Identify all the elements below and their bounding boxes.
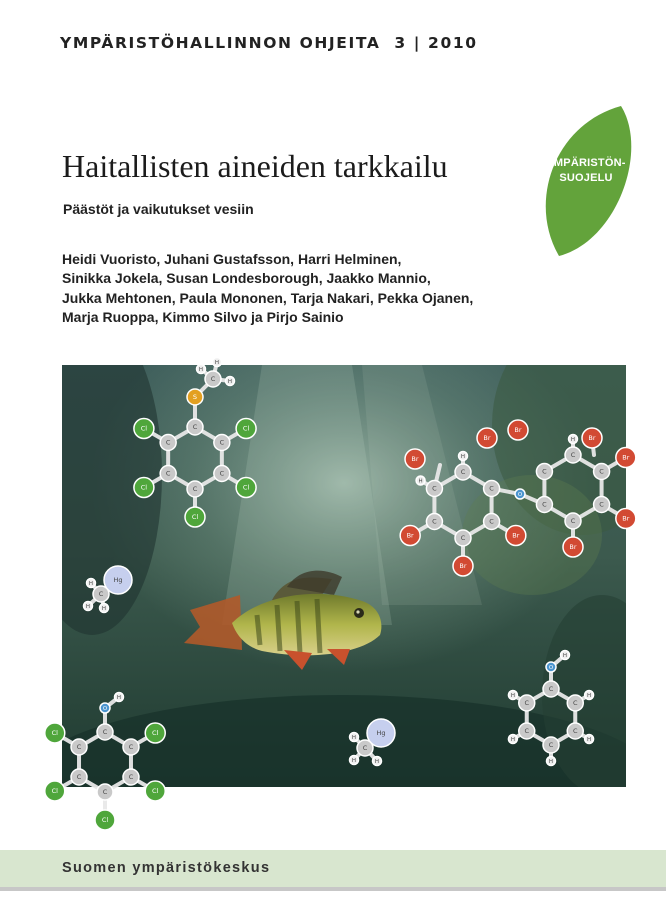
carbon-atom bbox=[536, 464, 552, 480]
carbon-atom bbox=[484, 481, 500, 497]
hydrogen-atom bbox=[100, 604, 109, 613]
hydrogen-atom bbox=[459, 452, 468, 461]
svg-text:H: H bbox=[418, 478, 423, 485]
svg-text:Cl: Cl bbox=[152, 729, 159, 738]
carbon-atom bbox=[97, 724, 113, 740]
svg-text:H: H bbox=[351, 735, 357, 742]
carbon-atom bbox=[160, 466, 176, 482]
svg-text:C: C bbox=[524, 699, 530, 708]
svg-text:H: H bbox=[510, 693, 515, 700]
hydrogen-atom bbox=[508, 735, 517, 744]
svg-text:H: H bbox=[562, 653, 568, 660]
svg-text:H: H bbox=[548, 759, 554, 766]
svg-text:Br: Br bbox=[622, 514, 630, 523]
svg-text:Cl: Cl bbox=[191, 513, 199, 522]
carbon-atom bbox=[455, 464, 471, 480]
svg-text:Cl: Cl bbox=[140, 424, 148, 433]
svg-text:C: C bbox=[362, 744, 368, 753]
svg-text:C: C bbox=[570, 517, 576, 526]
hydrogen-atom bbox=[585, 691, 594, 700]
footer-divider bbox=[0, 887, 666, 891]
svg-text:C: C bbox=[489, 484, 494, 493]
svg-text:C: C bbox=[599, 467, 604, 476]
svg-text:C: C bbox=[165, 469, 171, 478]
svg-text:H: H bbox=[101, 606, 107, 613]
bromine-atom bbox=[616, 448, 636, 468]
svg-text:Cl: Cl bbox=[152, 787, 159, 796]
carbon-atom bbox=[594, 497, 610, 513]
svg-text:C: C bbox=[76, 773, 82, 782]
svg-text:Br: Br bbox=[459, 562, 467, 571]
carbon-atom bbox=[519, 723, 535, 739]
svg-text:C: C bbox=[572, 699, 578, 708]
carbon-atom bbox=[567, 695, 583, 711]
svg-text:C: C bbox=[432, 484, 437, 493]
carbon-atom bbox=[594, 464, 610, 480]
svg-text:C: C bbox=[102, 788, 108, 797]
hydrogen-atom bbox=[373, 757, 382, 766]
oxygen-atom bbox=[100, 703, 110, 713]
svg-text:C: C bbox=[432, 517, 437, 526]
svg-text:C: C bbox=[192, 423, 198, 432]
svg-text:C: C bbox=[460, 468, 466, 477]
svg-text:C: C bbox=[98, 590, 104, 599]
svg-text:Cl: Cl bbox=[242, 424, 250, 433]
svg-text:H: H bbox=[587, 693, 592, 700]
bromine-atom bbox=[400, 526, 420, 546]
svg-text:O: O bbox=[102, 706, 108, 713]
svg-text:Cl: Cl bbox=[51, 787, 58, 796]
svg-text:H: H bbox=[214, 360, 220, 367]
hydrogen-atom bbox=[87, 579, 96, 588]
svg-text:H: H bbox=[88, 581, 94, 588]
svg-text:C: C bbox=[542, 500, 547, 509]
carbon-atom bbox=[93, 586, 109, 602]
carbon-atom bbox=[97, 784, 113, 800]
bromine-atom bbox=[453, 556, 473, 576]
svg-text:Br: Br bbox=[622, 453, 630, 462]
svg-text:Br: Br bbox=[483, 434, 491, 443]
svg-text:C: C bbox=[128, 773, 134, 782]
svg-text:H: H bbox=[510, 737, 515, 744]
chlorine-atom bbox=[145, 723, 165, 743]
svg-text:H: H bbox=[460, 454, 466, 461]
bromine-atom bbox=[563, 537, 583, 557]
svg-text:Br: Br bbox=[512, 531, 520, 540]
svg-text:Cl: Cl bbox=[101, 816, 109, 825]
author-line: Sinikka Jokela, Susan Londesborough, Jaakko Mannio, bbox=[62, 270, 431, 287]
carbon-atom bbox=[536, 497, 552, 513]
carbon-atom bbox=[71, 769, 87, 785]
svg-text:Hg: Hg bbox=[113, 576, 123, 585]
svg-text:Br: Br bbox=[588, 434, 596, 443]
svg-text:H: H bbox=[85, 604, 91, 611]
chlorine-atom bbox=[145, 781, 165, 801]
svg-text:H: H bbox=[351, 758, 357, 765]
hydrogen-atom bbox=[350, 756, 359, 765]
hydrogen-atom bbox=[585, 735, 594, 744]
badge-line-2: SUOJELU bbox=[559, 172, 613, 184]
carbon-atom bbox=[160, 435, 176, 451]
svg-text:C: C bbox=[548, 741, 554, 750]
series-number: 3 | 2010 bbox=[394, 34, 478, 52]
carbon-atom bbox=[565, 513, 581, 529]
carbon-atom bbox=[71, 739, 87, 755]
bromine-atom bbox=[477, 428, 497, 448]
hydrogen-atom bbox=[547, 757, 556, 766]
chlorine-atom bbox=[45, 781, 65, 801]
oxygen-atom bbox=[515, 489, 525, 499]
svg-text:H: H bbox=[198, 367, 204, 374]
carbon-atom bbox=[205, 371, 221, 387]
carbon-atom bbox=[455, 530, 471, 546]
svg-text:C: C bbox=[219, 438, 225, 447]
hydrogen-atom bbox=[569, 435, 578, 444]
hydrogen-atom bbox=[508, 691, 517, 700]
svg-text:C: C bbox=[192, 485, 198, 494]
svg-text:Br: Br bbox=[406, 531, 414, 540]
carbon-atom bbox=[519, 695, 535, 711]
carbon-atom bbox=[123, 739, 139, 755]
svg-text:C: C bbox=[524, 727, 530, 736]
svg-text:H: H bbox=[587, 737, 592, 744]
svg-text:C: C bbox=[128, 743, 134, 752]
carbon-atom bbox=[187, 481, 203, 497]
carbon-atom bbox=[426, 481, 442, 497]
svg-text:Cl: Cl bbox=[140, 483, 148, 492]
hydrogen-atom bbox=[84, 602, 93, 611]
carbon-atom bbox=[123, 769, 139, 785]
svg-text:C: C bbox=[219, 469, 225, 478]
carbon-atom bbox=[214, 466, 230, 482]
author-line: Marja Ruoppa, Kimmo Silvo ja Pirjo Sainio bbox=[62, 308, 344, 325]
svg-text:S: S bbox=[192, 393, 198, 402]
svg-text:Cl: Cl bbox=[51, 729, 58, 738]
chlorine-atom bbox=[236, 419, 256, 439]
bromine-atom bbox=[405, 449, 425, 469]
svg-text:O: O bbox=[548, 665, 554, 672]
bromine-atom bbox=[506, 526, 526, 546]
carbon-atom bbox=[484, 514, 500, 530]
chlorine-atom bbox=[236, 478, 256, 498]
svg-text:H: H bbox=[227, 379, 233, 386]
chlorine-atom bbox=[134, 478, 154, 498]
svg-text:C: C bbox=[165, 438, 171, 447]
carbon-atom bbox=[187, 419, 203, 435]
svg-text:C: C bbox=[460, 534, 466, 543]
chlorine-atom bbox=[134, 419, 154, 439]
hydrogen-atom bbox=[197, 365, 206, 374]
bromine-atom bbox=[508, 420, 528, 440]
carbon-atom bbox=[357, 740, 373, 756]
document-title: Haitallisten aineiden tarkkailu bbox=[62, 148, 448, 184]
carbon-atom bbox=[543, 737, 559, 753]
author-line: Heidi Vuoristo, Juhani Gustafsson, Harri Helminen, bbox=[62, 251, 402, 267]
carbon-atom bbox=[565, 447, 581, 463]
chlorine-atom bbox=[95, 810, 115, 830]
author-line: Jukka Mehtonen, Paula Mononen, Tarja Nakari, Pekka Ojanen, bbox=[62, 289, 474, 306]
svg-text:H: H bbox=[570, 437, 576, 444]
hydrogen-atom bbox=[350, 733, 359, 742]
svg-text:C: C bbox=[76, 743, 82, 752]
bromine-atom bbox=[616, 509, 636, 529]
series-name: YMPÄRISTÖHALLINNON OHJEITA bbox=[60, 34, 381, 52]
svg-text:Br: Br bbox=[514, 426, 522, 435]
hydrogen-atom bbox=[226, 377, 235, 386]
svg-text:C: C bbox=[572, 727, 578, 736]
svg-text:C: C bbox=[102, 728, 108, 737]
carbon-atom bbox=[543, 681, 559, 697]
oxygen-atom bbox=[546, 662, 556, 672]
sulfur-atom bbox=[187, 389, 203, 405]
svg-text:C: C bbox=[599, 500, 604, 509]
svg-text:Cl: Cl bbox=[242, 483, 250, 492]
hydrogen-atom bbox=[115, 693, 124, 702]
svg-text:C: C bbox=[489, 517, 494, 526]
document-subtitle: Päästöt ja vaikutukset vesiin bbox=[63, 201, 254, 217]
svg-text:C: C bbox=[570, 451, 576, 460]
svg-text:H: H bbox=[374, 759, 380, 766]
svg-text:C: C bbox=[548, 685, 554, 694]
svg-text:Br: Br bbox=[411, 455, 419, 464]
carbon-atom bbox=[567, 723, 583, 739]
chlorine-atom bbox=[185, 507, 205, 527]
publisher-name: Suomen ympäristökeskus bbox=[62, 860, 271, 876]
carbon-atom bbox=[214, 435, 230, 451]
badge-line-1: YMPÄRISTÖN- bbox=[546, 157, 626, 169]
svg-text:Br: Br bbox=[569, 543, 577, 552]
hydrogen-atom bbox=[416, 476, 425, 485]
svg-text:H: H bbox=[116, 695, 122, 702]
svg-text:Hg: Hg bbox=[376, 729, 386, 738]
chlorine-atom bbox=[45, 723, 65, 743]
svg-text:C: C bbox=[210, 375, 216, 384]
hydrogen-atom bbox=[213, 358, 222, 367]
svg-text:C: C bbox=[542, 467, 547, 476]
carbon-atom bbox=[426, 514, 442, 530]
hydrogen-atom bbox=[561, 651, 570, 660]
bromine-atom bbox=[582, 428, 602, 448]
svg-text:O: O bbox=[517, 492, 523, 499]
